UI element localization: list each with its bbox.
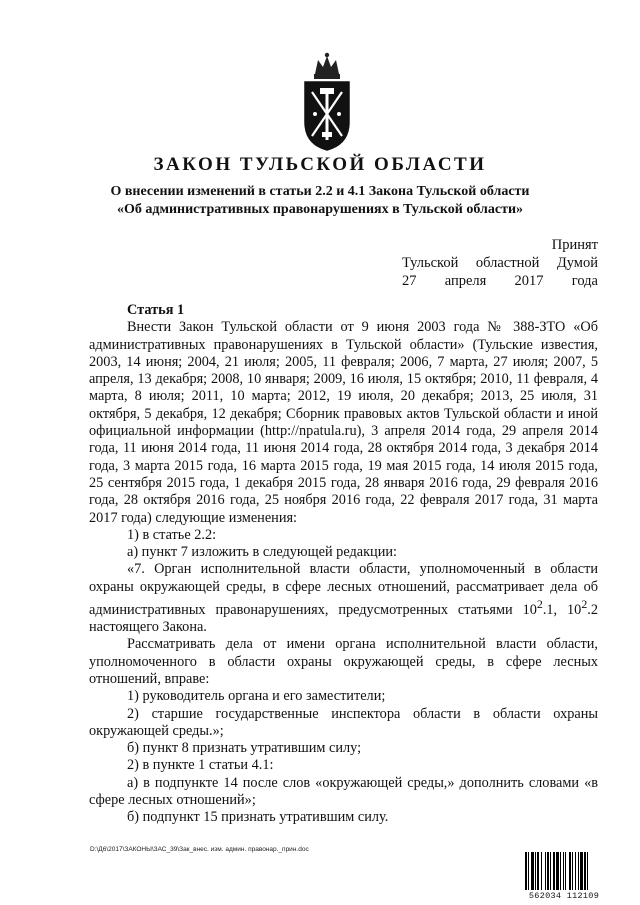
law-title: ЗАКОН ТУЛЬСКОЙ ОБЛАСТИ <box>153 154 487 175</box>
article-paragraph: Внести Закон Тульской области от 9 июня 2003 года № 388-ЗТО «Об административных правонарушениях в Тульской области» (Тульские известия, 2003, 14 июня; 2004, 21 июля; 2005, 11 февраля; 2006, 7 марта, 27 июля; 2007, 5 апреля, 13 декабря; 2008, 10 января; 2009, 16 июля, 15 октября; 2010, 11 февраля, 4 марта, 8 июля; 2011, 10 марта; 2012, 19 июля, 20 декабря; 2013, 25 июля, 31 октября, 5 декабря, 12 декабря; Сборник правовых актов Тульской области и иной официальной информации (http://npatula.ru), 3 апреля 2014 года, 29 апреля 2014 года, 11 июня 2014 года, 11 июня 2014 года, 28 октября 2014 года, 3 декабря 2014 года, 3 марта 2015 года, 16 марта 2015 года, 19 мая 2015 года, 14 июля 2015 года, 25 сентября 2015 года, 1 декабря 2015 года, 28 января 2016 года, 29 февраля 2016 года, 28 октября 2016 года, 25 ноября 2016 года, 22 февраля 2017 года, 31 марта 2017 года) следующие изменения: <box>89 319 598 526</box>
law-body <box>89 302 598 827</box>
p7-text-a: «7. Орган исполнительной власти области, уполномоченный в области охраны окружающей среды, в сфере лесных отношений, рассматривает дела об административных правонарушениях, предусмотренных статьями 10 <box>89 561 598 618</box>
article-paragraph: 2) старшие государственные инспектора области в области охраны окружающей среды.»; <box>89 705 598 739</box>
subtitle-line-2: «Об административных правонарушениях в Тульской области» <box>116 202 524 217</box>
article-paragraph: б) подпункт 15 признать утратившим силу. <box>127 809 389 826</box>
article-paragraph: 1) руководитель органа и его заместители; <box>127 688 386 705</box>
p7-text-c: .2 настоящего Закона. <box>89 601 598 636</box>
adopted-date-word: 27 <box>402 273 417 289</box>
article-heading: Статья 1 <box>127 302 185 318</box>
adopted-line-1: Принят <box>551 237 598 253</box>
adopted-line-3 <box>402 272 598 290</box>
article-paragraph: б) пункт 8 признать утратившим силу; <box>127 740 362 757</box>
article-paragraph: 2) в пункте 1 статьи 4.1: <box>127 757 274 774</box>
adopted-word: Думой <box>556 255 598 271</box>
barcode-image <box>525 852 603 890</box>
p7-superscript-2: 2 <box>581 597 588 612</box>
adopted-word: областной <box>475 255 540 271</box>
barcode-number: 562034 112109 <box>528 891 600 901</box>
law-subtitle <box>60 183 580 219</box>
article-paragraph: а) в подпункте 14 после слов «окружающей среды,» дополнить словами «в сфере лесных отношений»; <box>89 774 598 809</box>
adopted-date-word: года <box>571 273 598 289</box>
adoption-block <box>402 236 598 290</box>
article-paragraph: 1) в статье 2.2: <box>127 526 217 543</box>
adopted-date-word: 2017 <box>514 273 544 289</box>
p7-text-b: .1, 10 <box>542 601 582 618</box>
subtitle-line-1: О внесении изменений в статьи 2.2 и 4.1 Закона Тульской области <box>110 184 530 199</box>
article-paragraph: Рассматривать дела от имени органа исполнительной власти области, уполномоченного в области охраны окружающей среды, в сфере лесных отношений, вправе: <box>89 636 598 687</box>
article-paragraph-item-7 <box>89 561 598 636</box>
p7-superscript-1: 2 <box>536 597 543 612</box>
article-paragraph: а) пункт 7 изложить в следующей редакции: <box>127 544 397 561</box>
adopted-line-2 <box>402 254 598 272</box>
file-path-footer: D:\Д6\2017\ЗАКОНЫ\ЗАС_39\Зак_внес. изм. админ. правонар._прин.doc <box>90 846 309 853</box>
adopted-word: Тульской <box>402 255 459 271</box>
coat-of-arms-emblem <box>301 52 353 152</box>
adopted-date-word: апреля <box>444 273 487 289</box>
